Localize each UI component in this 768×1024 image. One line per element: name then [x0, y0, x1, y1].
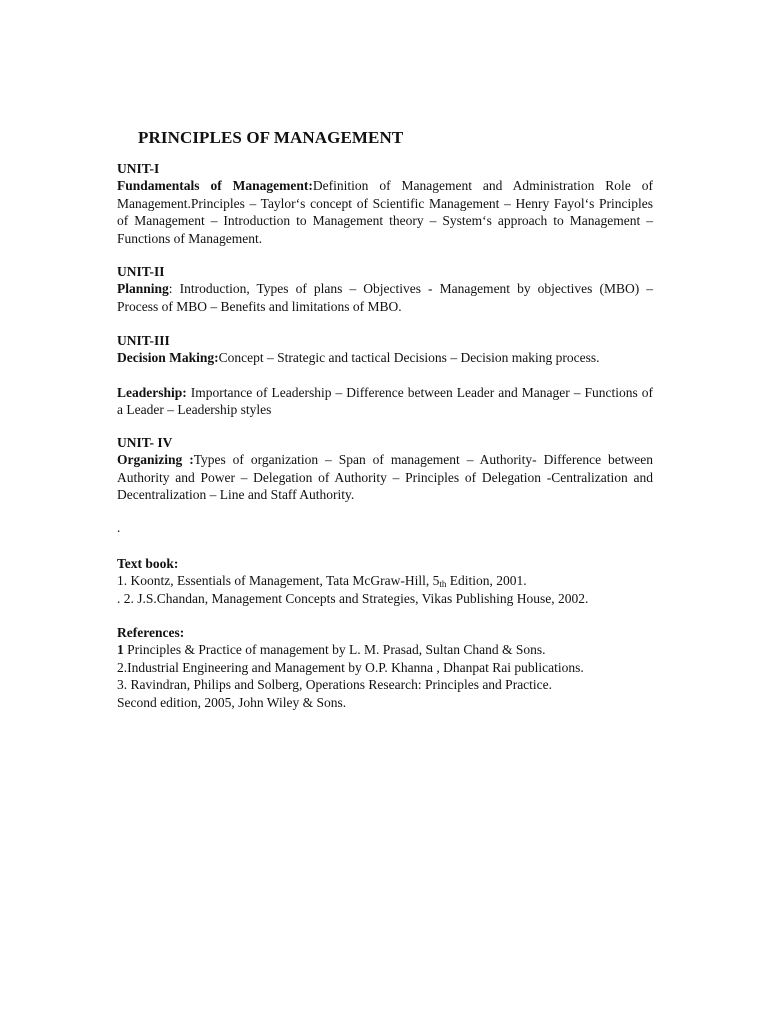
- unit-1-heading: UNIT-I: [117, 161, 160, 176]
- unit-2-heading: UNIT-II: [117, 264, 165, 279]
- reference-item-3-continued: Second edition, 2005, John Wiley & Sons.: [117, 694, 347, 710]
- stray-dot: .: [117, 520, 121, 535]
- unit-3-section: [117, 332, 653, 367]
- textbook-heading: Text book:: [117, 556, 179, 571]
- unit-3-text: Concept – Strategic and tactical Decisions – Decision making process.: [218, 350, 600, 366]
- unit-4-body: [117, 451, 653, 503]
- unit-2-section: [117, 263, 653, 315]
- reference-item-1: 1 Principles & Practice of management by L. M. Prasad, Sultan Chand & Sons.: [117, 642, 546, 658]
- unit-1-topic: Fundamentals of Management:: [117, 178, 313, 194]
- unit-1-section: [117, 160, 653, 247]
- unit-3-topic: Decision Making:: [117, 350, 219, 366]
- references-section: [117, 624, 677, 711]
- unit-1-text: Definition of Management and Administration Role of Management.Principles – Taylor‘s concept of Scientific Management – Henry Fayol‘s Principles of Management – Introduction to Management theory – System‘s approach to Management – Functions of Management.: [117, 178, 653, 246]
- textbook-item-2: . 2. J.S.Chandan, Management Concepts and Strategies, Vikas Publishing House, 2002.: [117, 590, 589, 606]
- page-title: PRINCIPLES OF MANAGEMENT: [138, 128, 404, 147]
- reference-item-3: 3. Ravindran, Philips and Solberg, Operations Research: Principles and Practice.: [117, 677, 553, 693]
- unit-2-text: : Introduction, Types of plans – Objectives - Management by objectives (MBO) – Process of MBO – Benefits and limitations of MBO.: [117, 281, 653, 314]
- leadership-section: [117, 384, 653, 419]
- unit-4-text: Types of organization – Span of management – Authority- Difference between Authority and Power – Delegation of Authority – Principles of Delegation -Centralization and Decentralization – Line and Staff Authority.: [117, 452, 653, 503]
- leadership-topic: Leadership:: [117, 385, 187, 400]
- textbook-item-1: 1. Koontz, Essentials of Management, Tata McGraw-Hill, $5_{th}$ Edition, 2001.: [117, 573, 527, 590]
- references-heading: References:: [117, 625, 185, 640]
- unit-1-body: [117, 177, 653, 247]
- unit-2-topic: Planning: [117, 281, 169, 297]
- unit-4-section: [117, 434, 653, 504]
- reference-item-2: 2.Industrial Engineering and Management by O.P. Khanna , Dhanpat Rai publications.: [117, 659, 584, 675]
- leadership-text: Importance of Leadership – Difference between Leader and Manager – Functions of a Leader – Leadership styles: [117, 385, 653, 418]
- unit-3-heading: UNIT-III: [117, 333, 170, 348]
- unit-4-heading: UNIT- IV: [117, 435, 173, 450]
- reference-item-1-number: 1: [117, 642, 124, 658]
- unit-3-body: [117, 349, 653, 366]
- unit-4-topic: Organizing :: [117, 452, 194, 468]
- textbook-section: [117, 555, 677, 607]
- leadership-body: [117, 384, 653, 419]
- edition-ordinal: th: [439, 579, 447, 590]
- unit-2-body: [117, 280, 653, 315]
